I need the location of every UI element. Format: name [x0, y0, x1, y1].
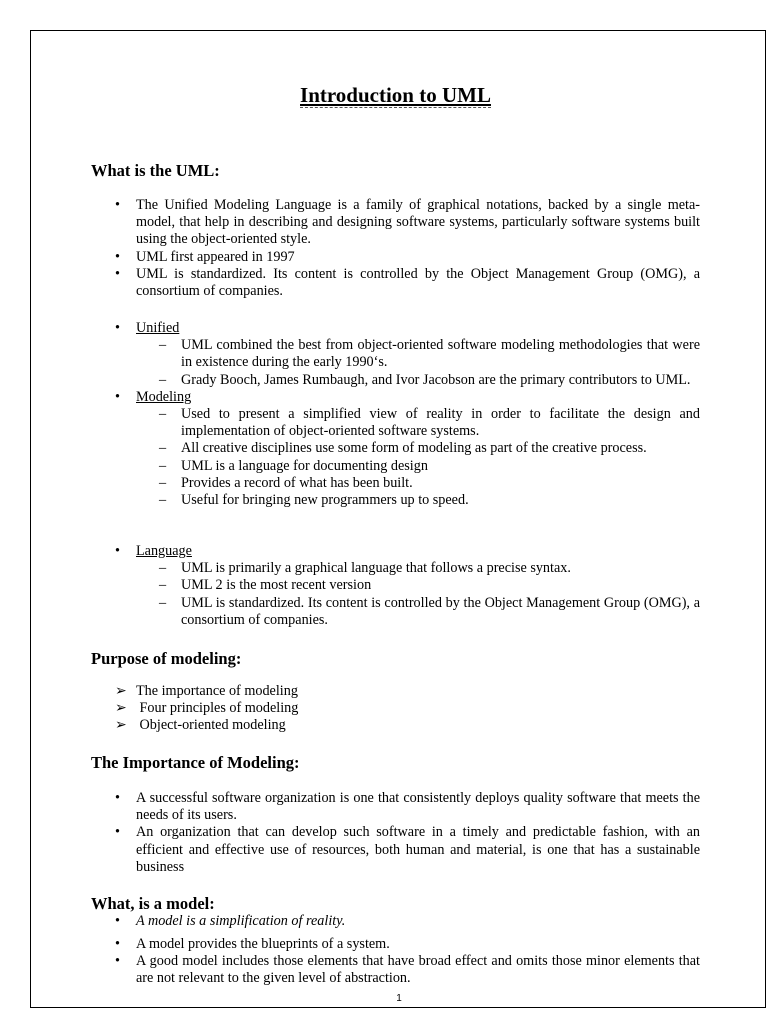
dash-icon: – [159, 337, 167, 354]
arrow-bullet-icon: ➢ [115, 700, 127, 717]
sub-list-item: – UML is primarily a graphical language that follows a precise syntax. [159, 560, 571, 577]
arrow-bullet-icon: ➢ [115, 717, 127, 734]
unified-modeling-list [91, 320, 700, 509]
sub-list-item: – UML combined the best from object-oriented software modeling methodologies that were in existence during the early 1990‘s. [159, 337, 700, 371]
sub-list-item: – Used to present a simplified view of reality in order to facilitate the design and implementation of object-oriented software systems. [159, 406, 700, 440]
bullet-icon: • [115, 320, 120, 336]
list-item: • UML first appeared in 1997 [115, 248, 295, 265]
heading-importance-of-modeling: The Importance of Modeling: [91, 753, 300, 772]
list-item: ➢ Four principles of modeling [115, 700, 299, 717]
bullet-icon: • [115, 790, 120, 806]
page-number: 1 [396, 993, 402, 1004]
dash-icon: – [159, 594, 167, 611]
dash-icon: – [159, 406, 167, 423]
heading-what-is-uml: What is the UML: [91, 161, 220, 180]
list-item: • A model is a simplification of reality. [115, 913, 346, 929]
list-item-unified: • Unified [115, 320, 180, 336]
dash-icon: – [159, 457, 167, 474]
bullet-icon: • [115, 248, 120, 265]
bullet-icon: • [115, 265, 120, 282]
document-page [30, 30, 766, 1008]
heading-what-is-a-model: What, is a model: [91, 894, 215, 913]
uml-intro-list [91, 197, 700, 300]
dash-icon: – [159, 560, 167, 577]
bullet-icon: • [115, 824, 120, 841]
list-item: ➢ The importance of modeling [115, 683, 298, 699]
sub-list-item: – Useful for bringing new programmers up to speed. [159, 492, 469, 509]
sub-list-item: – UML 2 is the most recent version [159, 577, 372, 594]
importance-list [91, 790, 700, 876]
purpose-list [91, 683, 700, 735]
bullet-icon: • [115, 953, 120, 970]
document-title: Introduction to UML [300, 83, 491, 107]
list-item: • The Unified Modeling Language is a family of graphical notations, backed by a single meta-model, that help in describing and designing software systems, particularly software systems built using the object-oriented style. [115, 197, 700, 248]
model-italic-list [91, 913, 700, 930]
sub-list-item: – UML is a language for documenting design [159, 457, 428, 474]
list-item: • A good model includes those elements that have broad effect and omits those minor elements that are not relevant to the given level of abstraction. [115, 953, 700, 987]
model-list [91, 936, 700, 988]
dash-icon: – [159, 371, 167, 388]
sub-list-item: – Provides a record of what has been built. [159, 474, 413, 491]
list-item: • UML is standardized. Its content is controlled by the Object Management Group (OMG), a consortium of companies. [115, 265, 700, 300]
heading-purpose-of-modeling: Purpose of modeling: [91, 649, 242, 668]
list-item-modeling: • Modeling [115, 388, 192, 405]
dash-icon: – [159, 577, 167, 594]
dash-icon: – [159, 440, 167, 457]
list-item: • A model provides the blueprints of a system. [115, 936, 390, 952]
bullet-icon: • [115, 388, 120, 405]
list-item: ➢ Object-oriented modeling [115, 717, 286, 734]
sub-list-item: – UML is standardized. Its content is controlled by the Object Management Group (OMG), a consortium of companies. [159, 594, 700, 628]
bullet-icon: • [115, 197, 120, 213]
bullet-icon: • [115, 913, 120, 929]
list-item-language: • Language [115, 543, 192, 559]
list-item: • An organization that can develop such software in a timely and predictable fashion, with an efficient and effective use of resources, both human and material, is one that has a sustainable business [115, 824, 700, 875]
language-list [91, 543, 700, 629]
list-item: • A successful software organization is one that consistently deploys quality software that meets the needs of its users. [115, 790, 700, 824]
dash-icon: – [159, 492, 167, 509]
sub-list-item: – All creative disciplines use some form of modeling as part of the creative process. [159, 440, 647, 457]
arrow-bullet-icon: ➢ [115, 683, 127, 699]
bullet-icon: • [115, 936, 120, 952]
sub-list-item: – Grady Booch, James Rumbaugh, and Ivor Jacobson are the primary contributors to UML. [159, 371, 691, 388]
bullet-icon: • [115, 543, 120, 559]
dash-icon: – [159, 474, 167, 491]
